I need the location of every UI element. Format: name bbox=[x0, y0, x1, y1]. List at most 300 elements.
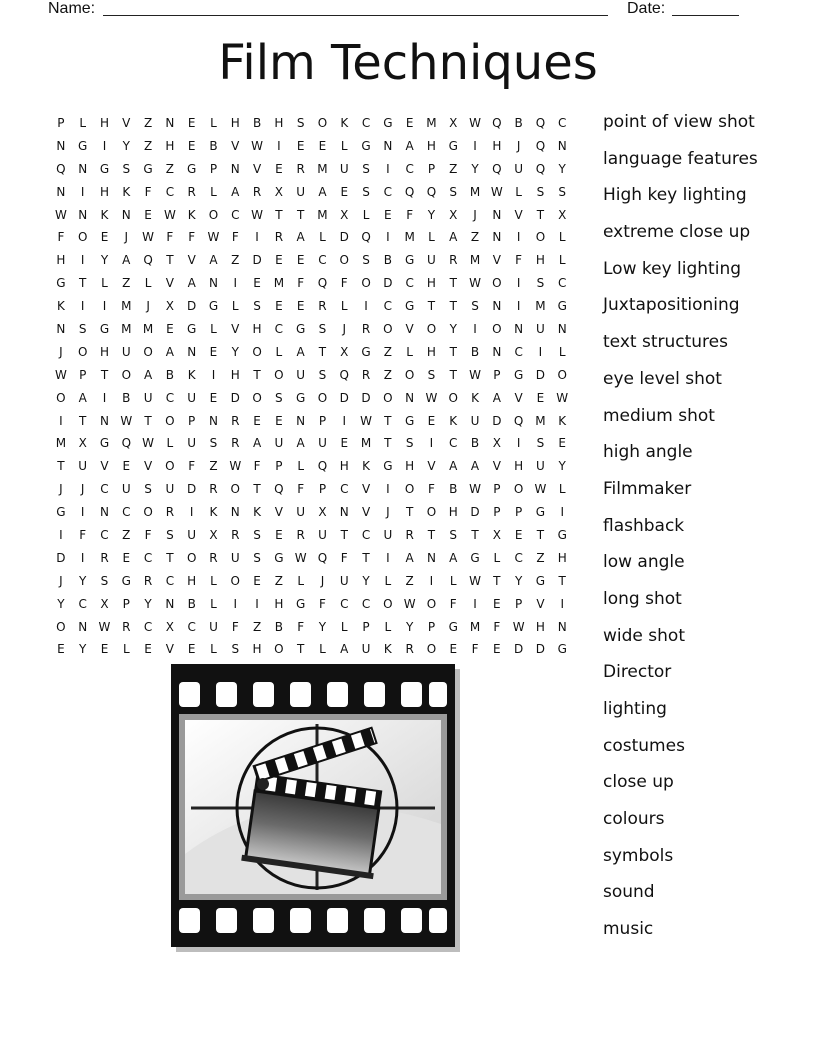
grid-letter: P bbox=[318, 413, 327, 428]
grid-row bbox=[50, 432, 573, 455]
word-list-item: eye level shot bbox=[603, 368, 722, 389]
grid-letter: M bbox=[404, 230, 415, 245]
grid-letter: A bbox=[187, 276, 196, 291]
grid-letter: X bbox=[318, 505, 327, 520]
grid-letter: U bbox=[339, 161, 349, 176]
grid-letter: J bbox=[386, 505, 390, 520]
grid-letter: N bbox=[56, 322, 66, 337]
grid-row bbox=[50, 318, 573, 341]
grid-letter: O bbox=[252, 390, 262, 405]
grid-letter: O bbox=[186, 550, 197, 565]
grid-letter: C bbox=[383, 299, 393, 314]
grid-letter: I bbox=[255, 230, 259, 245]
grid-row bbox=[50, 593, 573, 616]
grid-letter: O bbox=[383, 322, 393, 337]
grid-letter: N bbox=[557, 619, 567, 634]
name-label: Name: bbox=[48, 0, 96, 17]
grid-letter: P bbox=[188, 413, 196, 428]
grid-letter: U bbox=[536, 322, 545, 337]
grid-letter: W bbox=[98, 619, 111, 634]
grid-letter: G bbox=[535, 505, 546, 520]
grid-letter: U bbox=[427, 253, 436, 268]
grid-letter: N bbox=[426, 550, 436, 565]
grid-letter: F bbox=[340, 276, 348, 291]
grid-letter: B bbox=[470, 344, 480, 359]
grid-letter: X bbox=[274, 184, 283, 199]
grid-letter: V bbox=[122, 116, 131, 130]
grid-letter: N bbox=[56, 138, 66, 153]
grid-letter: R bbox=[296, 528, 305, 543]
grid-row bbox=[50, 547, 573, 570]
grid-letter: O bbox=[165, 413, 175, 428]
grid-letter: C bbox=[78, 596, 87, 611]
grid-letter: L bbox=[166, 436, 174, 451]
word-list-item: point of view shot bbox=[603, 112, 755, 132]
grid-letter: T bbox=[449, 299, 457, 314]
grid-letter: W bbox=[207, 230, 220, 245]
grid-letter: E bbox=[122, 459, 131, 474]
grid-letter: Q bbox=[317, 550, 328, 565]
grid-letter: T bbox=[144, 413, 152, 428]
grid-letter: T bbox=[449, 276, 457, 291]
grid-letter: C bbox=[143, 619, 153, 634]
grid-letter: I bbox=[189, 505, 194, 520]
grid-letter: R bbox=[231, 528, 240, 543]
grid-letter: S bbox=[231, 642, 240, 657]
grid-letter: R bbox=[231, 436, 240, 451]
grid-letter: A bbox=[296, 344, 305, 359]
grid-letter: V bbox=[165, 642, 174, 657]
grid-letter: O bbox=[56, 619, 66, 634]
grid-letter: C bbox=[405, 161, 414, 176]
grid-letter: G bbox=[99, 161, 110, 176]
grid-letter: E bbox=[340, 184, 349, 199]
grid-letter: L bbox=[210, 573, 217, 588]
grid-letter: C bbox=[100, 482, 109, 497]
grid-letter: H bbox=[426, 138, 436, 153]
grid-letter: H bbox=[535, 619, 545, 634]
grid-row bbox=[50, 501, 573, 524]
grid-row bbox=[50, 112, 573, 135]
grid-letter: O bbox=[557, 367, 567, 382]
grid-letter: D bbox=[535, 642, 546, 657]
grid-letter: Q bbox=[492, 116, 502, 130]
grid-letter: N bbox=[514, 322, 524, 337]
grid-letter: A bbox=[449, 459, 458, 474]
grid-letter: T bbox=[253, 367, 261, 382]
grid-letter: U bbox=[230, 550, 240, 565]
grid-letter: N bbox=[383, 138, 393, 153]
grid-letter: M bbox=[121, 299, 132, 314]
grid-letter: V bbox=[231, 138, 240, 153]
grid-letter: E bbox=[384, 207, 392, 222]
letter-grid bbox=[50, 112, 573, 661]
grid-row bbox=[50, 272, 573, 295]
header bbox=[0, 0, 816, 20]
grid-letter: P bbox=[122, 596, 130, 611]
grid-letter: P bbox=[79, 367, 87, 382]
grid-letter: E bbox=[427, 413, 436, 428]
grid-letter: F bbox=[427, 482, 435, 497]
grid-letter: O bbox=[448, 390, 458, 405]
grid-letter: R bbox=[361, 322, 371, 337]
grid-letter: S bbox=[253, 550, 261, 565]
grid-letter: J bbox=[146, 299, 150, 314]
grid-letter: L bbox=[297, 459, 304, 474]
grid-letter: U bbox=[296, 505, 306, 520]
grid-letter: S bbox=[100, 573, 109, 588]
grid-letter: M bbox=[360, 436, 372, 451]
grid-letter: Q bbox=[426, 184, 437, 199]
grid-letter: G bbox=[121, 573, 131, 588]
grid-letter: E bbox=[536, 390, 545, 405]
grid-letter: C bbox=[165, 573, 175, 588]
grid-letter: O bbox=[361, 276, 371, 291]
page-title: Film Techniques bbox=[218, 35, 598, 91]
grid-letter: W bbox=[163, 207, 176, 222]
word-list-item: medium shot bbox=[603, 405, 715, 426]
grid-letter: X bbox=[340, 344, 349, 359]
grid-letter: A bbox=[143, 367, 153, 382]
grid-letter: T bbox=[57, 459, 65, 474]
grid-letter: I bbox=[516, 230, 521, 245]
grid-letter: E bbox=[449, 642, 458, 657]
grid-letter: L bbox=[210, 642, 217, 657]
grid-letter: R bbox=[405, 528, 414, 543]
grid-letter: C bbox=[361, 528, 371, 543]
grid-letter: D bbox=[383, 276, 393, 291]
word-list-item: High key lighting bbox=[603, 185, 747, 206]
grid-letter: C bbox=[143, 550, 153, 565]
grid-letter: O bbox=[492, 276, 502, 291]
grid-letter: L bbox=[558, 482, 566, 497]
grid-letter: D bbox=[361, 390, 371, 405]
grid-letter: W bbox=[469, 573, 481, 588]
date-label: Date: bbox=[627, 0, 666, 17]
grid-letter: S bbox=[275, 390, 283, 405]
grid-letter: L bbox=[319, 642, 326, 657]
grid-letter: S bbox=[318, 367, 327, 382]
grid-letter: E bbox=[144, 642, 152, 657]
grid-letter: L bbox=[428, 230, 435, 245]
grid-letter: L bbox=[319, 230, 326, 245]
grid-letter: Q bbox=[535, 138, 546, 153]
grid-letter: A bbox=[470, 459, 480, 474]
grid-letter: R bbox=[318, 299, 327, 314]
grid-letter: P bbox=[427, 619, 436, 634]
grid-letter: Q bbox=[121, 436, 132, 451]
grid-letter: L bbox=[558, 230, 566, 245]
grid-letter: S bbox=[362, 253, 370, 268]
grid-letter: M bbox=[469, 619, 481, 634]
grid-letter: G bbox=[208, 299, 219, 314]
grid-letter: W bbox=[469, 116, 481, 130]
grid-letter: Z bbox=[231, 253, 240, 268]
grid-letter: S bbox=[296, 116, 305, 130]
grid-letter: H bbox=[492, 138, 502, 153]
grid-letter: Y bbox=[558, 459, 566, 474]
grid-letter: H bbox=[165, 138, 175, 153]
grid-letter: O bbox=[274, 367, 284, 382]
grid-letter: G bbox=[296, 322, 306, 337]
grid-letter: A bbox=[231, 184, 240, 199]
grid-letter: H bbox=[535, 253, 545, 268]
grid-letter: G bbox=[296, 596, 306, 611]
grid-letter: E bbox=[100, 642, 109, 657]
grid-letter: T bbox=[100, 367, 109, 382]
grid-letter: I bbox=[560, 505, 564, 520]
grid-letter: J bbox=[80, 482, 85, 497]
grid-letter: T bbox=[275, 207, 283, 222]
grid-letter: D bbox=[187, 299, 197, 314]
word-list-item: text structures bbox=[603, 332, 728, 353]
grid-letter: T bbox=[536, 528, 545, 543]
grid-letter: F bbox=[231, 619, 239, 634]
grid-letter: H bbox=[448, 505, 458, 520]
grid-letter: W bbox=[142, 436, 155, 451]
grid-letter: N bbox=[208, 413, 218, 428]
grid-letter: A bbox=[405, 550, 414, 565]
grid-letter: Q bbox=[535, 116, 546, 130]
grid-letter: H bbox=[230, 116, 240, 130]
grid-letter: R bbox=[165, 505, 175, 520]
grid-letter: V bbox=[187, 253, 196, 268]
grid-letter: M bbox=[317, 207, 328, 222]
word-list-item: symbols bbox=[603, 845, 674, 866]
grid-letter: R bbox=[122, 619, 131, 634]
grid-letter: L bbox=[384, 619, 392, 634]
grid-letter: A bbox=[252, 436, 262, 451]
grid-letter: Y bbox=[427, 207, 436, 222]
grid-letter: T bbox=[405, 505, 414, 520]
grid-letter: X bbox=[449, 116, 458, 130]
grid-letter: Z bbox=[536, 550, 545, 565]
grid-letter: H bbox=[557, 550, 567, 565]
grid-letter: N bbox=[405, 390, 415, 405]
grid-letter: L bbox=[144, 276, 152, 291]
grid-letter: H bbox=[187, 573, 197, 588]
grid-letter: X bbox=[78, 436, 87, 451]
grid-letter: N bbox=[230, 505, 240, 520]
grid-letter: S bbox=[471, 299, 479, 314]
grid-letter: G bbox=[78, 138, 88, 153]
grid-letter: V bbox=[143, 459, 153, 474]
grid-letter: X bbox=[100, 596, 109, 611]
grid-letter: N bbox=[78, 207, 88, 222]
grid-letter: E bbox=[122, 550, 131, 565]
grid-row bbox=[50, 295, 573, 318]
grid-letter: G bbox=[383, 459, 393, 474]
grid-letter: N bbox=[78, 619, 88, 634]
grid-letter: A bbox=[122, 253, 131, 268]
grid-letter: H bbox=[426, 344, 436, 359]
grid-letter: Z bbox=[122, 276, 131, 291]
grid-letter: W bbox=[512, 619, 525, 634]
grid-letter: D bbox=[339, 390, 349, 405]
grid-letter: C bbox=[231, 207, 240, 222]
grid-row bbox=[50, 455, 573, 478]
grid-letter: M bbox=[469, 184, 481, 199]
grid-letter: H bbox=[230, 367, 240, 382]
grid-letter: D bbox=[514, 642, 524, 657]
grid-letter: T bbox=[362, 550, 370, 565]
grid-letter: T bbox=[166, 550, 174, 565]
grid-letter: B bbox=[449, 482, 458, 497]
grid-letter: O bbox=[317, 116, 328, 130]
grid-letter: H bbox=[99, 184, 109, 199]
grid-letter: N bbox=[339, 505, 349, 520]
grid-letter: S bbox=[427, 367, 436, 382]
grid-letter: Z bbox=[274, 573, 283, 588]
grid-letter: V bbox=[165, 276, 174, 291]
grid-letter: E bbox=[166, 322, 174, 337]
grid-letter: G bbox=[404, 299, 415, 314]
grid-letter: B bbox=[122, 390, 131, 405]
grid-letter: M bbox=[142, 322, 154, 337]
grid-letter: O bbox=[317, 390, 328, 405]
grid-letter: O bbox=[426, 596, 437, 611]
grid-letter: B bbox=[209, 138, 218, 153]
grid-letter: T bbox=[318, 344, 327, 359]
grid-letter: V bbox=[231, 322, 240, 337]
grid-letter: A bbox=[165, 344, 174, 359]
grid-letter: K bbox=[100, 207, 109, 222]
grid-letter: Z bbox=[143, 116, 153, 130]
word-list-item: Director bbox=[603, 662, 672, 683]
grid-letter: R bbox=[143, 573, 153, 588]
grid-letter: U bbox=[187, 528, 197, 543]
grid-letter: Y bbox=[231, 344, 239, 359]
word-list-item: lighting bbox=[603, 699, 667, 719]
grid-letter: E bbox=[209, 344, 218, 359]
grid-letter: E bbox=[209, 390, 218, 405]
grid-letter: A bbox=[209, 253, 218, 268]
grid-letter: D bbox=[187, 482, 197, 497]
grid-letter: H bbox=[514, 459, 524, 474]
film-strip-clapperboard-icon bbox=[171, 664, 460, 952]
grid-letter: F bbox=[493, 619, 501, 634]
date-field-line[interactable] bbox=[672, 15, 739, 16]
grid-letter: H bbox=[252, 642, 262, 657]
grid-letter: A bbox=[296, 436, 305, 451]
grid-letter: F bbox=[57, 230, 65, 245]
grid-letter: L bbox=[449, 573, 457, 588]
grid-letter: O bbox=[230, 573, 240, 588]
grid-letter: O bbox=[492, 322, 502, 337]
grid-letter: K bbox=[558, 413, 567, 428]
grid-row bbox=[50, 158, 573, 181]
grid-letter: F bbox=[79, 528, 87, 543]
word-list-item: wide shot bbox=[603, 625, 685, 646]
grid-letter: Z bbox=[122, 528, 131, 543]
grid-letter: G bbox=[513, 367, 524, 382]
grid-letter: G bbox=[361, 344, 371, 359]
word-list-item: language features bbox=[603, 148, 758, 169]
grid-letter: I bbox=[59, 413, 63, 428]
grid-letter: C bbox=[340, 482, 349, 497]
grid-letter: F bbox=[253, 459, 261, 474]
grid-letter: V bbox=[274, 505, 283, 520]
grid-letter: O bbox=[383, 596, 393, 611]
grid-letter: I bbox=[516, 436, 521, 451]
grid-letter: N bbox=[100, 413, 109, 428]
grid-letter: T bbox=[449, 367, 457, 382]
grid-letter: E bbox=[493, 642, 501, 657]
grid-letter: E bbox=[253, 276, 261, 291]
grid-letter: F bbox=[231, 230, 239, 245]
grid-letter: C bbox=[187, 619, 196, 634]
grid-letter: E bbox=[405, 116, 414, 130]
grid-letter: G bbox=[448, 138, 458, 153]
grid-letter: Y bbox=[558, 161, 566, 176]
grid-letter: H bbox=[274, 116, 284, 130]
word-list bbox=[603, 109, 758, 953]
grid-letter: N bbox=[56, 184, 66, 199]
grid-letter: K bbox=[383, 642, 392, 657]
grid-letter: O bbox=[404, 367, 415, 382]
grid-letter: V bbox=[405, 322, 414, 337]
grid-letter: N bbox=[78, 161, 88, 176]
grid-letter: U bbox=[339, 573, 349, 588]
grid-letter: Y bbox=[122, 138, 130, 153]
grid-letter: I bbox=[233, 276, 238, 291]
grid-letter: T bbox=[427, 299, 436, 314]
grid-letter: M bbox=[469, 253, 481, 268]
grid-letter: L bbox=[210, 116, 217, 130]
grid-row bbox=[50, 226, 573, 249]
grid-letter: V bbox=[536, 596, 545, 611]
grid-letter: F bbox=[297, 482, 305, 497]
grid-letter: I bbox=[80, 505, 85, 520]
grid-letter: A bbox=[340, 642, 349, 657]
grid-letter: V bbox=[492, 253, 501, 268]
grid-letter: W bbox=[490, 184, 503, 199]
grid-letter: W bbox=[469, 276, 481, 291]
grid-row bbox=[50, 524, 573, 547]
grid-letter: W bbox=[425, 390, 438, 405]
grid-letter: S bbox=[253, 528, 261, 543]
grid-letter: I bbox=[233, 596, 238, 611]
grid-letter: X bbox=[165, 619, 174, 634]
grid-letter: S bbox=[144, 482, 152, 497]
grid-row bbox=[50, 410, 573, 433]
grid-row bbox=[50, 181, 573, 204]
grid-letter: U bbox=[383, 528, 393, 543]
grid-letter: G bbox=[448, 619, 458, 634]
grid-letter: N bbox=[187, 344, 197, 359]
grid-letter: H bbox=[274, 596, 284, 611]
grid-letter: U bbox=[514, 161, 524, 176]
grid-letter: W bbox=[229, 459, 242, 474]
grid-letter: R bbox=[449, 253, 458, 268]
grid-letter: E bbox=[187, 642, 196, 657]
grid-letter: O bbox=[383, 390, 393, 405]
name-field-line[interactable] bbox=[103, 15, 608, 16]
grid-letter: P bbox=[275, 459, 283, 474]
grid-row bbox=[50, 364, 573, 387]
word-list-item: Filmmaker bbox=[603, 478, 692, 499]
grid-letter: L bbox=[210, 184, 217, 199]
grid-letter: V bbox=[514, 390, 523, 405]
grid-letter: O bbox=[77, 230, 88, 245]
grid-letter: V bbox=[514, 207, 523, 222]
grid-letter: B bbox=[252, 116, 262, 130]
grid-letter: M bbox=[426, 116, 437, 130]
grid-letter: S bbox=[209, 436, 218, 451]
grid-row bbox=[50, 204, 573, 227]
grid-letter: I bbox=[255, 596, 259, 611]
grid-letter: Y bbox=[144, 596, 152, 611]
